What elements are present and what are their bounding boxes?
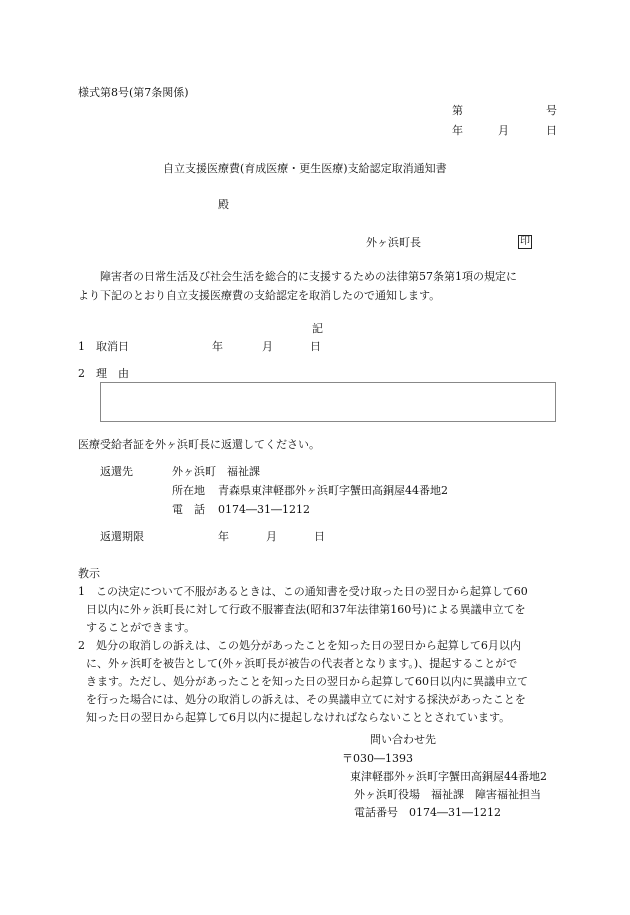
- date-month: 月: [498, 124, 509, 137]
- deadline-month: 月: [266, 530, 277, 543]
- number-suffix: 号: [546, 104, 557, 117]
- ki-heading: 記: [312, 322, 323, 335]
- item1-label: 取消日: [96, 340, 129, 353]
- reason-box[interactable]: [100, 382, 556, 422]
- item1-month: 月: [262, 340, 273, 353]
- number-prefix: 第: [452, 104, 463, 117]
- contact-address: 東津軽郡外ヶ浜町字蟹田高銅屋44番地2: [350, 770, 547, 783]
- form-id: 様式第8号(第7条関係): [78, 86, 189, 99]
- address-label: 所在地: [172, 484, 205, 497]
- addressee-suffix: 殿: [218, 198, 229, 211]
- body-line-2: より下記のとおり自立支援医療費の支給認定を取消したので通知します。: [78, 289, 441, 302]
- address-value: 青森県東津軽郡外ヶ浜町字蟹田高銅屋44番地2: [218, 484, 448, 497]
- document-title: 自立支援医療費(育成医療・更生医療)支給認定取消通知書: [163, 162, 447, 175]
- date-day: 日: [546, 124, 557, 137]
- notice-item2-line-3: きます。ただし、処分があったことを知った日の翌日から起算して60日以内に異議申立て: [86, 675, 529, 688]
- notice-heading: 教示: [78, 567, 100, 580]
- issuer-name: 外ヶ浜町長: [366, 236, 421, 249]
- return-dest-office: 外ヶ浜町 福祉課: [172, 465, 260, 478]
- contact-heading: 問い合わせ先: [370, 733, 436, 746]
- item1-number: 1: [78, 340, 85, 353]
- notice-item2-line-5: 知った日の翌日から起算して6月以内に提起しなければならないこととされています。: [86, 711, 511, 724]
- contact-office: 外ヶ浜町役場 福祉課 障害福祉担当: [354, 788, 541, 801]
- body-line-1: 障害者の日常生活及び社会生活を総合的に支援するための法律第57条第1項の規定に: [100, 270, 517, 283]
- date-year: 年: [452, 124, 463, 137]
- notice-item1-line-1: この決定について不服があるときは、この通知書を受け取った日の翌日から起算して60: [96, 585, 528, 598]
- seal-mark: 印: [520, 236, 530, 247]
- item1-day: 日: [310, 340, 321, 353]
- contact-postal: 〒030―1393: [342, 752, 413, 765]
- phone-label: 電 話: [172, 503, 205, 516]
- item2-label: 理 由: [96, 367, 129, 380]
- return-deadline-label: 返還期限: [100, 530, 144, 543]
- notice-item2-line-1: 処分の取消しの訴えは、この処分があったことを知った日の翌日から起算して6月以内: [96, 639, 521, 652]
- notice-item2-number: 2: [78, 639, 85, 652]
- notice-item2-line-2: に、外ヶ浜町を被告として(外ヶ浜町長が被告の代表者となります。)、提起することがで: [86, 657, 518, 670]
- return-dest-label: 返還先: [100, 465, 133, 478]
- contact-phone: 電話番号 0174―31―1212: [354, 806, 501, 819]
- item1-year: 年: [212, 340, 223, 353]
- notice-item1-line-2: 日以内に外ヶ浜町長に対して行政不服審査法(昭和37年法律第160号)による異議申立てを: [86, 603, 526, 616]
- phone-value: 0174―31―1212: [218, 503, 310, 516]
- return-request: 医療受給者証を外ヶ浜町長に返還してください。: [78, 438, 320, 451]
- deadline-year: 年: [218, 530, 229, 543]
- notice-item2-line-4: を行った場合には、処分の取消しの訴えは、その異議申立てに対する採決があったことを: [86, 693, 526, 706]
- notice-item1-line-3: することができます。: [86, 621, 196, 634]
- deadline-day: 日: [314, 530, 325, 543]
- item2-number: 2: [78, 367, 85, 380]
- notice-item1-number: 1: [78, 585, 85, 598]
